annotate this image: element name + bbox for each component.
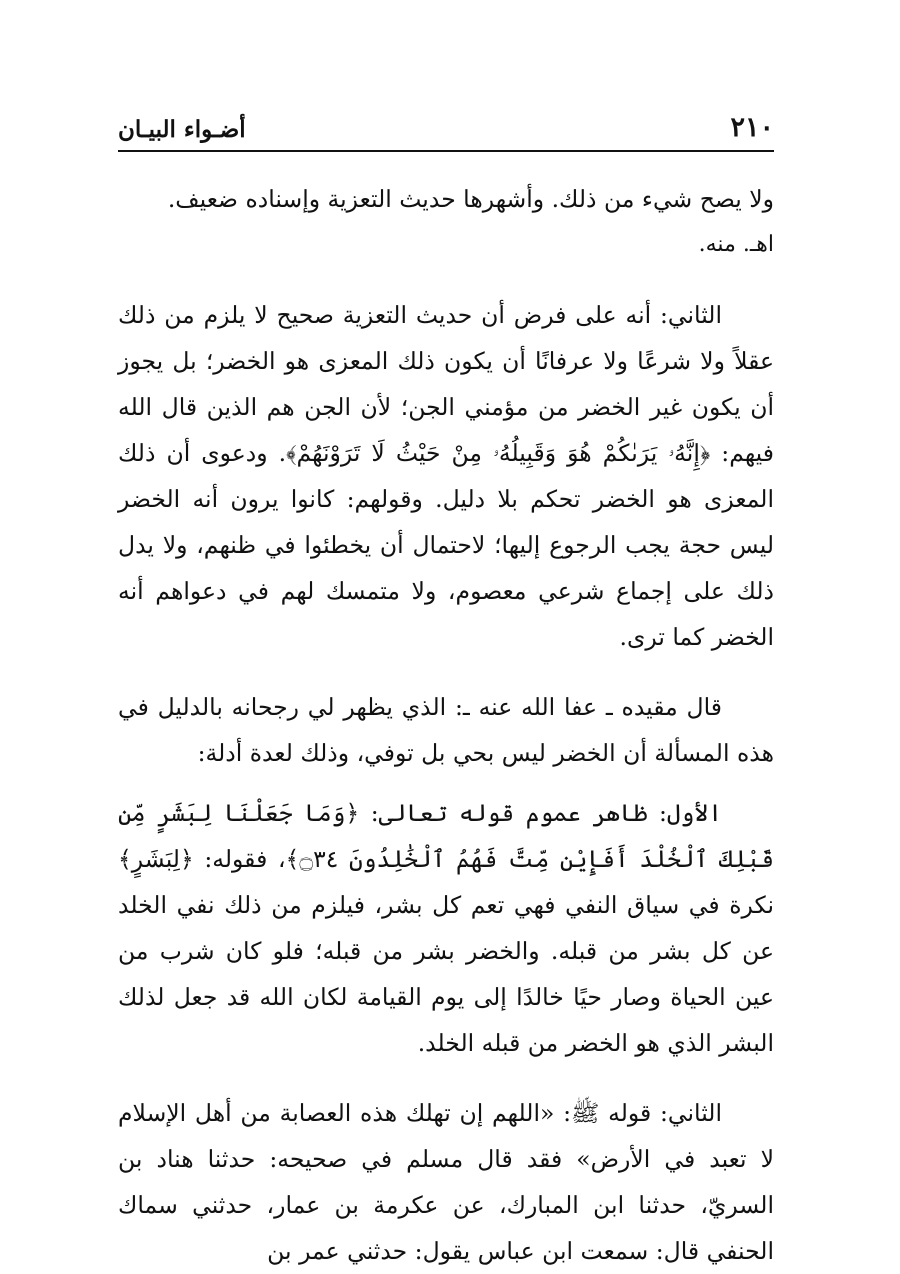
page-header [118,110,774,152]
paragraph-second-evidence: الثاني: قوله ﷺ: «اللهم إن تهلك هذه العصابة من أهل الإسلام لا تعبد في الأرض» فقد قال مسلم في صحيحه: حدثنا هناد بن السريّ، حدثنا ابن المبارك، عن عكرمة بن عمار، حدثني سماك الحنفي قال: سمعت ابن عباس يقول: حدثني عمر بن [118,1099,774,1265]
paragraph-source-note: اهـ. منه. [698,232,774,257]
running-title: أضـواء البيـان [118,116,246,143]
page-number: ٢١٠ [730,112,774,143]
paragraph-first-evidence: الأول: ظاهر عموم قوله تعالى: ﴿وَمَا جَعَلْنَا لِبَشَرٍ مِّن قَبْلِكَ ٱلْخُلْدَ أَفَإِيْن مِّتَّ فَهُمُ ٱلْخَٰلِدُونَ ۝٣٤﴾، فقوله: ﴿لِبَشَرٍ﴾ نكرة في سياق النفي فهي تعم كل بشر، فيلزم من ذلك نفي الخلد عن كل بشر من قبله. والخضر بشر من قبله؛ فلو كان شرب من عين الحياة وصار حيًا خالدًا إلى يوم القيامة لكان الله قد جعل لذلك البشر الذي هو الخضر من قبله الخلد. [118,799,774,1057]
paragraph-1: ولا يصح شيء من ذلك. وأشهرها حديث التعزية وإسناده ضعيف. [167,185,774,213]
paragraph-second-argument: الثاني: أنه على فرض أن حديث التعزية صحيح لا يلزم من ذلك عقلاً ولا شرعًا ولا عرفانًا أن يكون ذلك المعزى هو الخضر؛ بل يجوز أن يكون غير الخضر من مؤمني الجن؛ لأن الجن هم الذين قال الله فيهم: ﴿إِنَّهُۥ يَرَىٰكُمْ هُوَ وَقَبِيلُهُۥ مِنْ حَيْثُ لَا تَرَوْنَهُمْ﴾. ودعوى أن ذلك المعزى هو الخضر تحكم بلا دليل. وقولهم: كانوا يرون أنه الخضر ليس حجة يجب الرجوع إليها؛ لاحتمال أن يخطئوا في ظنهم، ولا يدل ذلك على إجماع شرعي معصوم، ولا متمسك لهم في دعواهم أنه الخضر كما ترى. [118,301,774,651]
page-body [118,176,774,1274]
paragraph-author-opinion: قال مقيده ـ عفا الله عنه ـ: الذي يظهر لي رجحانه بالدليل في هذه المسألة أن الخضر ليس بحي بل توفي، وذلك لعدة أدلة: [118,693,774,767]
